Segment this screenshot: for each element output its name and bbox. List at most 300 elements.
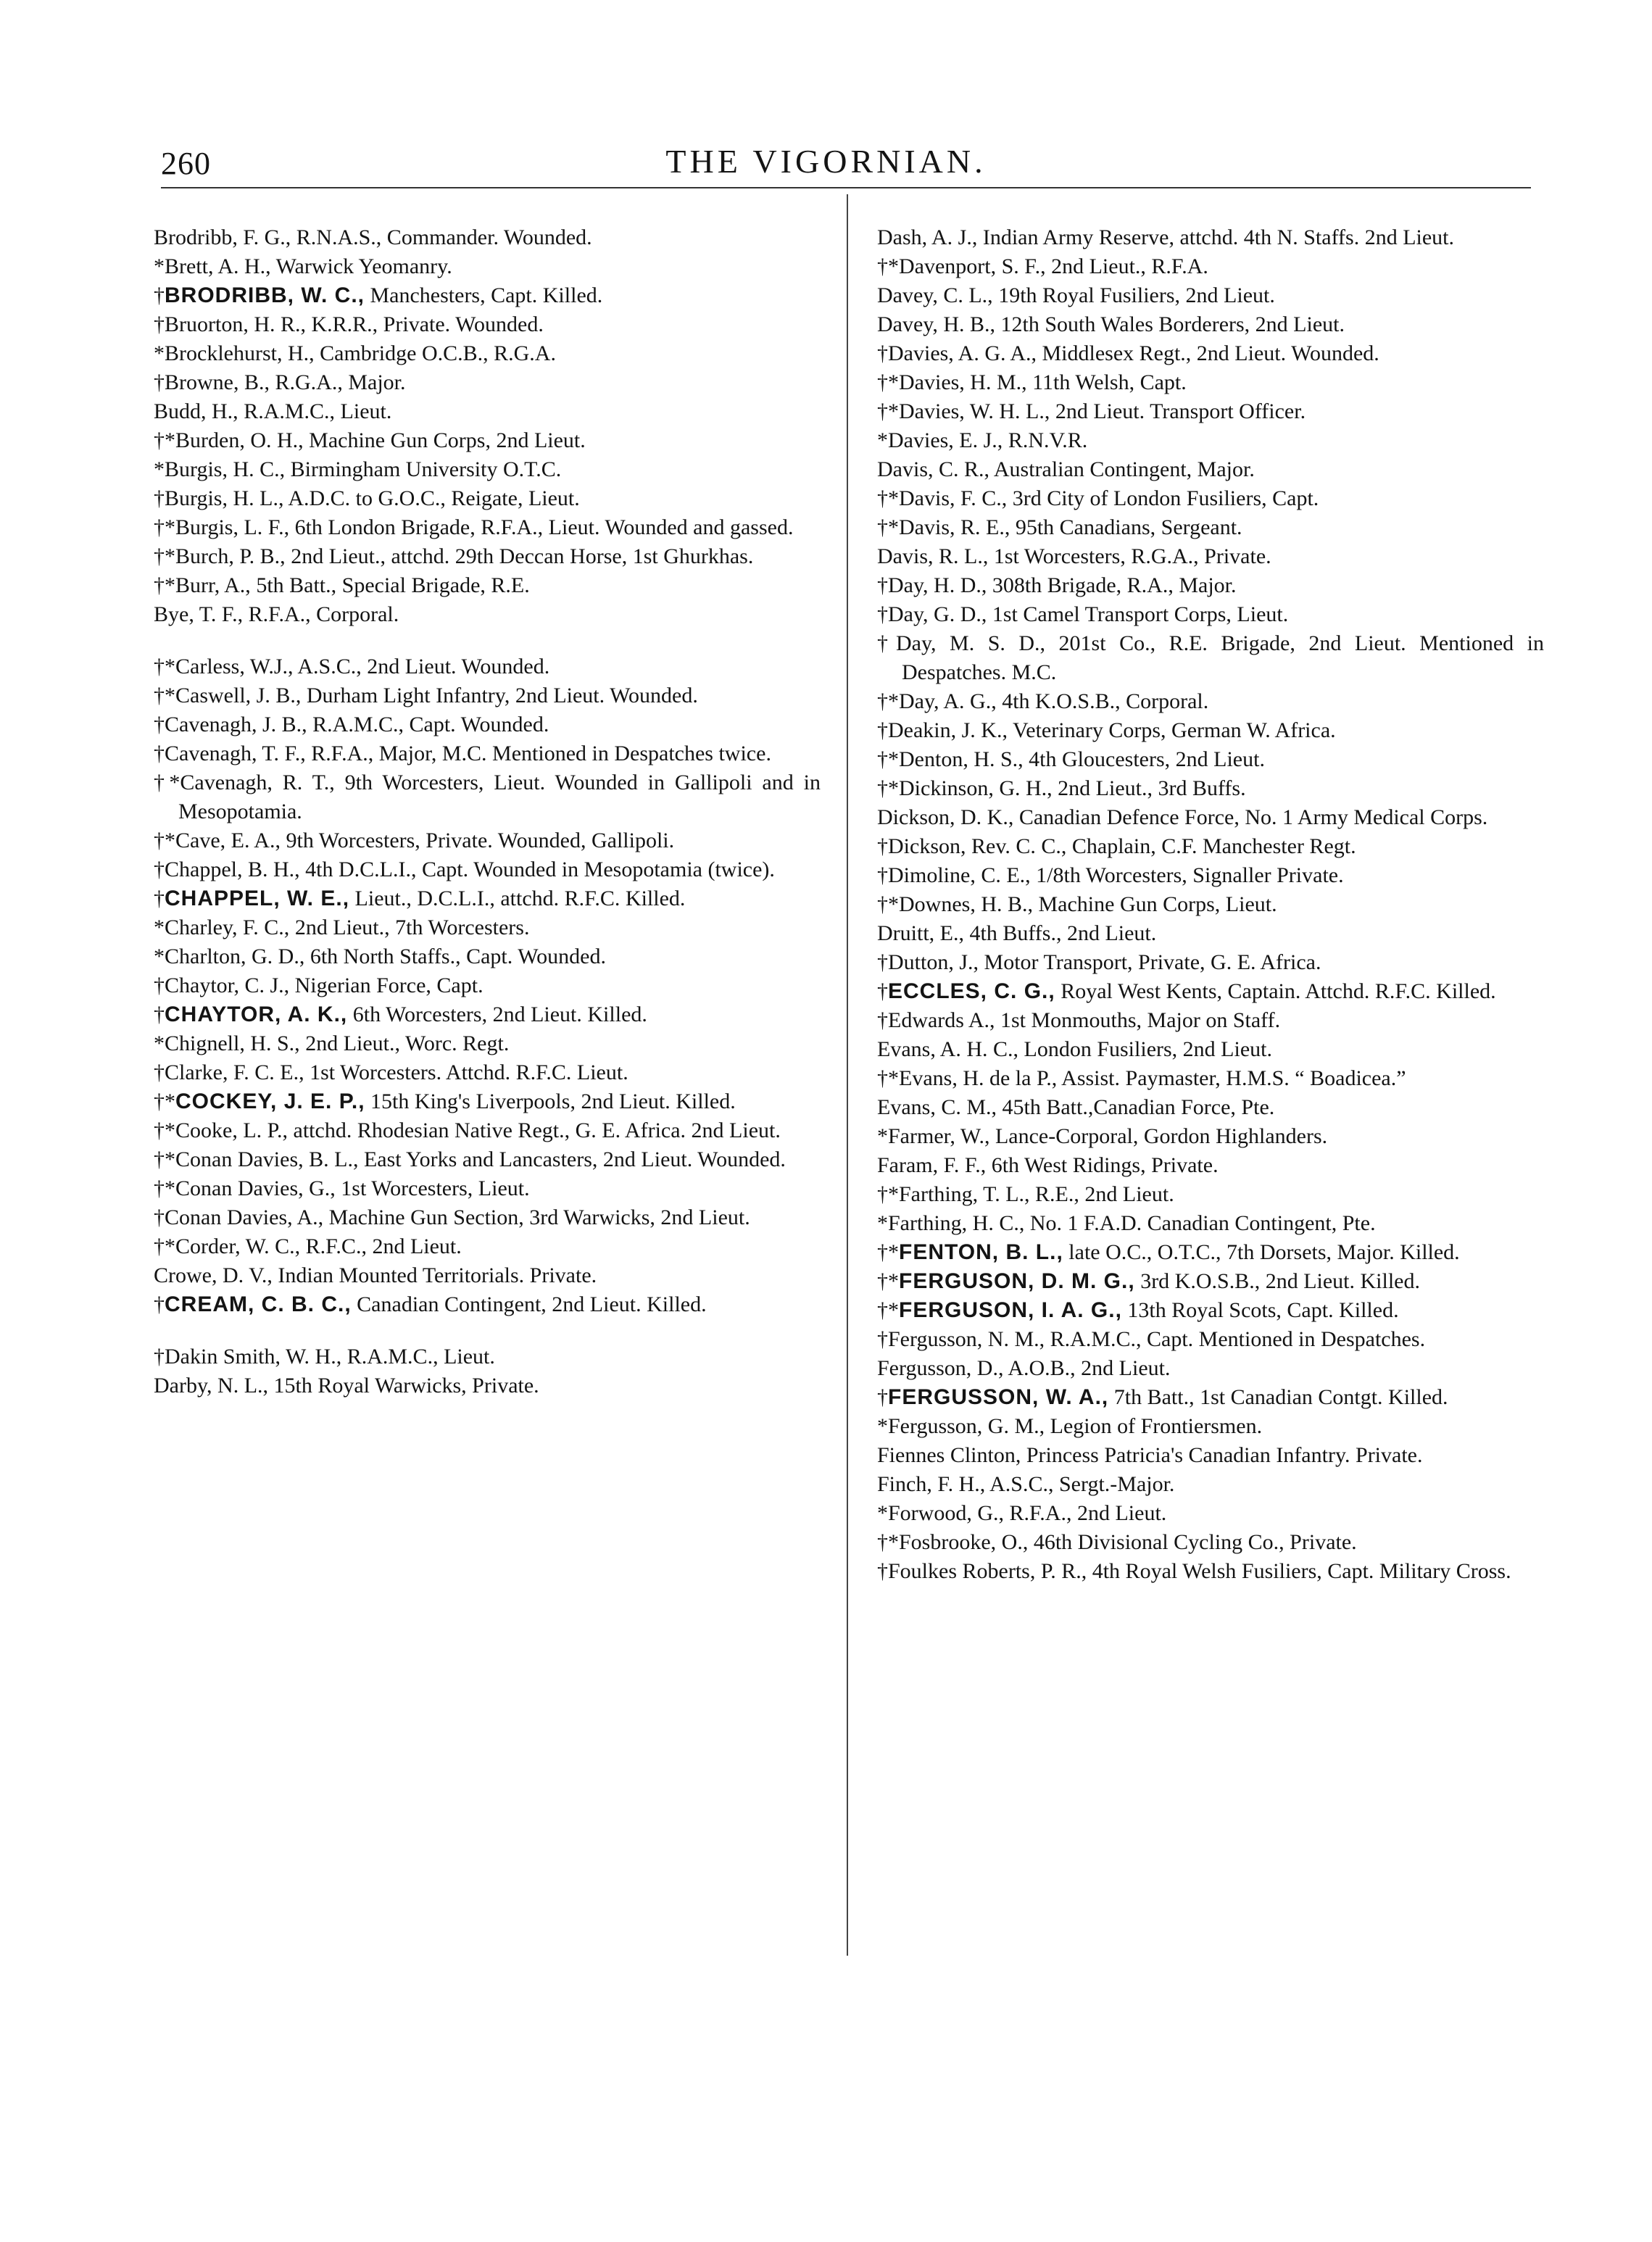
entry-name: Foulkes Roberts, P. R., (888, 1559, 1087, 1583)
entry-prefix: † (877, 631, 896, 655)
entry-details: R.F.A., Major, M.C. Mentioned in Despatches twice. (305, 742, 771, 765)
entry-name: Dimoline, C. E., (888, 863, 1031, 887)
entry-prefix: †* (877, 515, 899, 539)
entry-name: Day, H. D., (888, 573, 987, 597)
entry-name: Burden, O. H., (175, 428, 304, 452)
entry-details: East Yorks and Lancasters, 2nd Lieut. Wounded. (358, 1147, 786, 1171)
roll-entry (877, 1557, 1544, 1586)
entry-prefix: † (877, 834, 888, 858)
entry-name: Brett, A. H., (165, 254, 271, 278)
entry-details: Chaplain, C.F. Manchester Regt. (1066, 834, 1356, 858)
entry-name: COCKEY, J. E. P., (175, 1089, 365, 1113)
entry-prefix: †* (154, 1118, 175, 1142)
entry-prefix: † (877, 718, 888, 742)
entry-details: attchd. Rhodesian Native Regt., G. E. Africa. 2nd Lieut. (288, 1118, 781, 1142)
entry-name: Cavenagh, T. F., (165, 742, 306, 765)
roll-entry (154, 1203, 821, 1232)
entry-prefix: † (877, 602, 888, 626)
roll-entry (154, 652, 821, 681)
roll-entry (877, 600, 1544, 629)
roll-entry (154, 252, 821, 281)
entry-details: 6th London Brigade, R.F.A., Lieut. Wounded and gassed. (289, 515, 794, 539)
entry-name: Burch, P. B., (175, 544, 286, 568)
entry-name: Cavenagh, J. B., (165, 713, 307, 736)
entry-name: Conan Davies, B. L., (175, 1147, 359, 1171)
entry-details: Middlesex Regt., 2nd Lieut. Wounded. (1037, 341, 1379, 365)
roll-entry (154, 542, 821, 571)
entry-details: A.O.B., 2nd Lieut. (1003, 1356, 1171, 1380)
entry-name: Clarke, F. C. E., (165, 1060, 304, 1084)
entry-details: Canadian Defence Force, No. 1 Army Medical Corps. (1013, 805, 1488, 829)
roll-entry (154, 1029, 821, 1058)
entry-details: Indian Army Reserve, attchd. 4th N. Staffs. 2nd Lieut. (977, 225, 1454, 249)
entry-name: Fergusson, N. M., (888, 1327, 1045, 1351)
entry-prefix: † (154, 858, 165, 881)
entry-details: 3rd K.O.S.B., 2nd Lieut. Killed. (1134, 1269, 1420, 1293)
entry-name: Davies, A. G. A., (888, 341, 1037, 365)
entry-name: ECCLES, C. G., (888, 979, 1055, 1003)
left-column (154, 223, 821, 1400)
roll-entry (877, 252, 1544, 281)
roll-entry (154, 739, 821, 768)
entry-prefix: † (154, 1292, 165, 1316)
entry-details: Warwick Yeomanry. (270, 254, 452, 278)
roll-entry (877, 919, 1544, 948)
entry-prefix: †* (877, 254, 899, 278)
entry-name: Cooke, L. P., (175, 1118, 289, 1142)
entry-details: A.S.C., Sergt.-Major. (985, 1472, 1175, 1496)
entry-details: 11th Welsh, Capt. (1026, 370, 1187, 394)
roll-entry (154, 1290, 821, 1319)
entry-name: FERGUSON, D. M. G., (899, 1269, 1135, 1293)
entry-name: Deakin, J. K., (888, 718, 1008, 742)
entry-details: Machine Gun Section, 3rd Warwicks, 2nd Lieut. (323, 1205, 750, 1229)
entry-name: Burgis, H. C., (165, 457, 286, 481)
entry-name: Dickson, Rev. C. C., (888, 834, 1067, 858)
entry-details: 4th K.O.S.B., Corporal. (996, 689, 1209, 713)
entry-details: 9th Worcesters, Lieut. Wounded in Gallipoli and in Mesopotamia. (178, 771, 821, 823)
entry-prefix: †* (154, 771, 180, 794)
entry-details: 3rd City of London Fusiliers, Capt. (1007, 486, 1319, 510)
entry-prefix: † (877, 979, 888, 1003)
entry-details: No. 1 F.A.D. Canadian Contingent, Pte. (1024, 1211, 1376, 1235)
entry-details: Cambridge O.C.B., R.G.A. (314, 341, 556, 365)
entry-name: Davis, C. R., (877, 457, 990, 481)
roll-entry (877, 1296, 1544, 1325)
entry-details: A.D.C. to G.O.C., Reigate, Lieut. (283, 486, 580, 510)
entry-prefix: * (154, 457, 165, 481)
entry-name: FERGUSON, I. A. G., (899, 1298, 1122, 1322)
roll-entry (877, 1325, 1544, 1354)
entry-name: CREAM, C. B. C., (165, 1292, 352, 1316)
entry-name: Downes, H. B., (899, 892, 1033, 916)
entry-details: R.N.V.R. (1003, 428, 1088, 452)
entry-details: K.R.R., Private. Wounded. (306, 312, 544, 336)
entry-details: R.F.A., Corporal. (243, 602, 399, 626)
roll-entry (877, 1383, 1544, 1412)
roll-entry (877, 1441, 1544, 1470)
roll-entry (877, 397, 1544, 426)
entry-name: Cave, E. A., (175, 829, 281, 852)
entry-name: Farmer, W., (888, 1124, 990, 1148)
entry-details: R.A.M.C., Lieut. (238, 399, 392, 423)
entry-prefix: †* (154, 428, 175, 452)
entry-prefix: †* (877, 399, 899, 423)
entry-details: 4th D.C.L.I., Capt. Wounded in Mesopotamia (twice). (299, 858, 775, 881)
entry-details: R.A.M.C., Capt. Mentioned in Despatches. (1045, 1327, 1426, 1351)
entry-details: 9th Worcesters, Private. Wounded, Gallipoli. (280, 829, 675, 852)
entry-prefix: * (154, 1031, 165, 1055)
entry-prefix: †* (877, 1530, 899, 1554)
entry-name: Denton, H. S., (899, 747, 1024, 771)
entry-details: 7th Batt., 1st Canadian Contgt. Killed. (1108, 1385, 1448, 1409)
roll-entry (154, 768, 821, 826)
entry-name: Davey, H. B., (877, 312, 996, 336)
entry-details: 308th Brigade, R.A., Major. (987, 573, 1237, 597)
roll-entry (154, 571, 821, 600)
roll-entry (877, 1122, 1544, 1151)
roll-entry (877, 1035, 1544, 1064)
entry-name: Evans, A. H. C., (877, 1037, 1018, 1061)
entry-name: Fergusson, D., (877, 1356, 1004, 1380)
roll-entry (154, 310, 821, 339)
entry-details: 2nd Lieut. Transport Officer. (1050, 399, 1306, 423)
roll-entry (877, 629, 1544, 687)
page-header (0, 0, 1652, 188)
roll-entry (154, 1174, 821, 1203)
entry-details: 1/8th Worcesters, Signaller Private. (1030, 863, 1344, 887)
entry-prefix: †* (154, 1147, 175, 1171)
roll-entry (877, 571, 1544, 600)
roll-entry (154, 1087, 821, 1116)
entry-details: 95th Canadians, Sergeant. (1010, 515, 1242, 539)
entry-name: Davies, W. H. L., (899, 399, 1050, 423)
entry-prefix: † (877, 573, 888, 597)
roll-entry (877, 687, 1544, 716)
entry-name: Carless, W.J., (175, 655, 294, 678)
entry-details: 4th Royal Welsh Fusiliers, Capt. Military Cross. (1087, 1559, 1511, 1583)
entry-details: 12th South Wales Borderers, 2nd Lieut. (995, 312, 1345, 336)
header-rule (161, 187, 1531, 188)
entry-prefix: † (877, 1327, 888, 1351)
entry-prefix: †* (154, 544, 175, 568)
entry-prefix: † (154, 370, 165, 394)
roll-entry (877, 774, 1544, 803)
roll-entry (877, 890, 1544, 919)
entry-prefix: †* (877, 747, 899, 771)
entry-details: Machine Gun Corps, 2nd Lieut. (303, 428, 586, 452)
entry-name: CHAPPEL, W. E., (165, 887, 350, 910)
running-title: THE VIGORNIAN. (665, 143, 987, 180)
entry-details: R.A.M.C., Lieut. (341, 1345, 495, 1369)
entry-name: Day, M. S. D., (896, 631, 1046, 655)
entry-prefix: † (877, 1385, 888, 1409)
page-number: 260 (161, 146, 211, 181)
roll-entry (154, 368, 821, 397)
roll-entry (154, 1232, 821, 1261)
entry-prefix: †* (877, 486, 899, 510)
entry-name: Burr, A., (175, 573, 251, 597)
roll-entry (154, 455, 821, 484)
entry-details: 4th Gloucesters, 2nd Lieut. (1023, 747, 1265, 771)
roll-entry (877, 1180, 1544, 1209)
entry-name: Davies, H. M., (899, 370, 1027, 394)
entry-prefix: * (154, 944, 165, 968)
entry-prefix: †* (877, 776, 899, 800)
entry-details: Lieut., D.C.L.I., attchd. R.F.C. Killed. (349, 887, 686, 910)
entry-details: 2nd Lieut., Worc. Regt. (299, 1031, 510, 1055)
roll-entry (154, 397, 821, 426)
entry-prefix: †* (154, 515, 175, 539)
roll-entry (877, 223, 1544, 252)
roll-entry (877, 1006, 1544, 1035)
entry-prefix: * (877, 1501, 888, 1525)
entry-name: Edwards A., (888, 1008, 995, 1032)
entry-name: Chignell, H. S., (165, 1031, 300, 1055)
entry-details: Assist. Paymaster, H.M.S. “ Boadicea.” (1057, 1066, 1406, 1090)
roll-entry (877, 281, 1544, 310)
right-column (877, 223, 1544, 1586)
entry-prefix: †* (877, 1269, 899, 1293)
entry-details: 6th North Staffs., Capt. Wounded. (304, 944, 606, 968)
entry-details: 46th Divisional Cycling Co., Private. (1028, 1530, 1357, 1554)
entry-name: Charley, F. C., (165, 916, 290, 939)
roll-entry (877, 803, 1544, 832)
entry-prefix: †* (154, 829, 175, 852)
entry-name: Charlton, G. D., (165, 944, 305, 968)
roll-entry (154, 1116, 821, 1145)
entry-prefix: †* (154, 1176, 175, 1200)
entry-name: Faram, F. F., (877, 1153, 987, 1177)
entry-name: Fergusson, G. M., (888, 1414, 1045, 1438)
roll-entry (154, 942, 821, 971)
entry-name: Farthing, H. C., (888, 1211, 1025, 1235)
roll-entry (877, 1151, 1544, 1180)
entry-details: 15th King's Liverpools, 2nd Lieut. Killed. (365, 1089, 736, 1113)
entry-name: Forwood, G., (888, 1501, 1005, 1525)
entry-details: Motor Transport, Private, G. E. Africa. (979, 950, 1321, 974)
entry-prefix: † (154, 312, 165, 336)
entry-details: 5th Batt., Special Brigade, R.E. (250, 573, 530, 597)
entry-name: Crowe, D. V., (154, 1263, 273, 1287)
entry-prefix: † (154, 486, 165, 510)
entry-name: Fiennes Clinton, (877, 1443, 1021, 1467)
roll-entry (154, 513, 821, 542)
roll-entry (154, 223, 821, 252)
roll-entry (877, 861, 1544, 890)
entry-name: Evans, H. de la P., (899, 1066, 1058, 1090)
roll-entry (877, 977, 1544, 1006)
entry-name: Caswell, J. B., (175, 684, 302, 707)
entry-prefix: †* (877, 1066, 899, 1090)
entry-name: CHAYTOR, A. K., (165, 1002, 348, 1026)
entry-details: Canadian Contingent, 2nd Lieut. Killed. (351, 1292, 707, 1316)
entry-name: Bye, T. F., (154, 602, 244, 626)
entry-name: Davenport, S. F., (899, 254, 1046, 278)
entry-name: Chaytor, C. J., (165, 973, 290, 997)
entry-details: Royal West Kents, Captain. Attchd. R.F.C. Killed. (1055, 979, 1496, 1003)
entry-details: 4th Buffs., 2nd Lieut. (964, 921, 1157, 945)
roll-entry (154, 1371, 821, 1400)
entry-prefix: * (154, 341, 165, 365)
entry-details: Lance-Corporal, Gordon Highlanders. (989, 1124, 1328, 1148)
roll-entry (877, 1064, 1544, 1093)
entry-details: 19th Royal Fusiliers, 2nd Lieut. (992, 283, 1275, 307)
entry-prefix: †* (877, 1182, 899, 1206)
entry-prefix: † (154, 887, 165, 910)
roll-entry (154, 426, 821, 455)
entry-details: 15th Royal Warwicks, Private. (268, 1374, 539, 1398)
roll-entry (877, 745, 1544, 774)
entry-name: Dickson, D. K., (877, 805, 1014, 829)
entry-prefix: † (877, 863, 888, 887)
entry-details: R.N.A.S., Commander. Wounded. (291, 225, 592, 249)
entry-prefix: †* (154, 684, 175, 707)
entry-details: 1st Monmouths, Major on Staff. (995, 1008, 1281, 1032)
entry-details: Birmingham University O.T.C. (285, 457, 562, 481)
entry-name: Browne, B., (165, 370, 270, 394)
roll-entry (877, 1093, 1544, 1122)
roll-entry (154, 1261, 821, 1290)
entry-name: Davis, R. L., (877, 544, 989, 568)
entry-details: R.A.M.C., Capt. Wounded. (307, 713, 549, 736)
entry-details: A.S.C., 2nd Lieut. Wounded. (293, 655, 550, 678)
entry-details: London Fusiliers, 2nd Lieut. (1018, 1037, 1272, 1061)
roll-entry (877, 1267, 1544, 1296)
entry-name: Darby, N. L., (154, 1374, 269, 1398)
roll-entry (877, 1354, 1544, 1383)
entry-details: Durham Light Infantry, 2nd Lieut. Wounded. (301, 684, 698, 707)
entry-details: Australian Contingent, Major. (989, 457, 1255, 481)
entry-name: Farthing, T. L., (899, 1182, 1030, 1206)
entry-prefix: † (154, 742, 165, 765)
entry-details: 1st Worcesters, Lieut. (335, 1176, 530, 1200)
roll-entry (154, 1000, 821, 1029)
entry-name: Day, A. G., (899, 689, 997, 713)
entry-prefix: † (154, 1060, 165, 1084)
entry-name: Brodribb, F. G., (154, 225, 291, 249)
roll-entry (154, 971, 821, 1000)
entry-details: Veterinary Corps, German W. Africa. (1007, 718, 1336, 742)
entry-name: Dash, A. J., (877, 225, 978, 249)
entry-name: Finch, F. H., (877, 1472, 986, 1496)
entry-details: 2nd Lieut., attchd. 29th Deccan Horse, 1st Ghurkhas. (285, 544, 754, 568)
entry-prefix: * (877, 1124, 888, 1148)
entry-prefix: † (154, 283, 165, 307)
roll-entry (154, 339, 821, 368)
entry-details: Manchesters, Capt. Killed. (365, 283, 603, 307)
entry-prefix: †* (154, 1089, 175, 1113)
roll-entry (154, 1145, 821, 1174)
entry-details: 45th Batt.,Canadian Force, Pte. (997, 1095, 1275, 1119)
entry-details: R.F.A., 2nd Lieut. (1004, 1501, 1167, 1525)
entry-details: 1st Worcesters, R.G.A., Private. (988, 544, 1271, 568)
entry-name: Dickinson, G. H., (899, 776, 1053, 800)
entry-details: Nigerian Force, Capt. (289, 973, 483, 997)
roll-entry (877, 1528, 1544, 1557)
column-divider (847, 194, 848, 1956)
roll-entry (877, 948, 1544, 977)
entry-name: Druitt, E., (877, 921, 964, 945)
entry-prefix: † (154, 1002, 165, 1026)
entry-name: Chappel, B. H., (165, 858, 300, 881)
roll-entry (877, 542, 1544, 571)
entry-name: Conan Davies, G., (175, 1176, 336, 1200)
entry-name: Davis, R. E., (899, 515, 1010, 539)
roll-entry (877, 716, 1544, 745)
entry-prefix: † (877, 1008, 888, 1032)
entry-details: R.E., 2nd Lieut. (1029, 1182, 1174, 1206)
entry-name: Davies, E. J., (888, 428, 1003, 452)
roll-entry (877, 368, 1544, 397)
entry-name: BRODRIBB, W. C., (165, 283, 365, 307)
entry-details: 1st Worcesters. Attchd. R.F.C. Lieut. (304, 1060, 628, 1084)
entry-details: 2nd Lieut., 3rd Buffs. (1052, 776, 1246, 800)
entry-details: 2nd Lieut., R.F.A. (1045, 254, 1208, 278)
roll-entry (877, 1238, 1544, 1267)
entry-details: R.F.C., 2nd Lieut. (300, 1234, 462, 1258)
roll-entry (154, 710, 821, 739)
roll-entry (877, 1470, 1544, 1499)
entry-prefix: † (154, 1345, 165, 1369)
entry-name: Davey, C. L., (877, 283, 993, 307)
entry-prefix: †* (154, 1234, 175, 1258)
roll-entry (877, 832, 1544, 861)
roll-entry (154, 855, 821, 884)
entry-name: Cavenagh, R. T., (180, 771, 335, 794)
roll-entry (154, 1058, 821, 1087)
entry-prefix: † (154, 713, 165, 736)
entry-details: 6th West Ridings, Private. (986, 1153, 1219, 1177)
entry-name: Brocklehurst, H., (165, 341, 315, 365)
roll-entry (877, 484, 1544, 513)
roll-entry (877, 513, 1544, 542)
roll-entry (877, 426, 1544, 455)
entry-prefix: † (877, 341, 888, 365)
entry-name: Day, G. D., (888, 602, 987, 626)
entry-prefix: * (877, 1211, 888, 1235)
entry-name: FERGUSSON, W. A., (888, 1385, 1109, 1409)
entry-prefix: † (154, 973, 165, 997)
entry-details: 201st Co., R.E. Brigade, 2nd Lieut. Mentioned in Despatches. M.C. (902, 631, 1544, 684)
entry-details: late O.C., O.T.C., 7th Dorsets, Major. Killed. (1063, 1240, 1460, 1264)
roll-entry (877, 310, 1544, 339)
entry-name: Dutton, J., (888, 950, 979, 974)
roll-entry (877, 1499, 1544, 1528)
roll-entry (154, 913, 821, 942)
entry-name: Dakin Smith, W. H., (165, 1345, 342, 1369)
entry-prefix: * (154, 254, 165, 278)
roll-entry (154, 681, 821, 710)
entry-details: 13th Royal Scots, Capt. Killed. (1121, 1298, 1399, 1322)
entry-prefix: †* (154, 655, 175, 678)
roll-entry (154, 484, 821, 513)
roll-entry (877, 455, 1544, 484)
entry-prefix: * (877, 428, 888, 452)
entry-details: 1st Camel Transport Corps, Lieut. (987, 602, 1289, 626)
entry-details: Princess Patricia's Canadian Infantry. Private. (1021, 1443, 1423, 1467)
entry-name: Evans, C. M., (877, 1095, 997, 1119)
roll-entry (154, 884, 821, 913)
entry-name: FENTON, B. L., (899, 1240, 1063, 1264)
entry-name: Bruorton, H. R., (165, 312, 306, 336)
roll-entry (877, 1209, 1544, 1238)
entry-prefix: † (154, 1205, 165, 1229)
entry-prefix: † (877, 1559, 888, 1583)
entry-name: Burgis, L. F., (175, 515, 290, 539)
entry-details: 2nd Lieut., 7th Worcesters. (289, 916, 530, 939)
entry-name: Budd, H., (154, 399, 238, 423)
